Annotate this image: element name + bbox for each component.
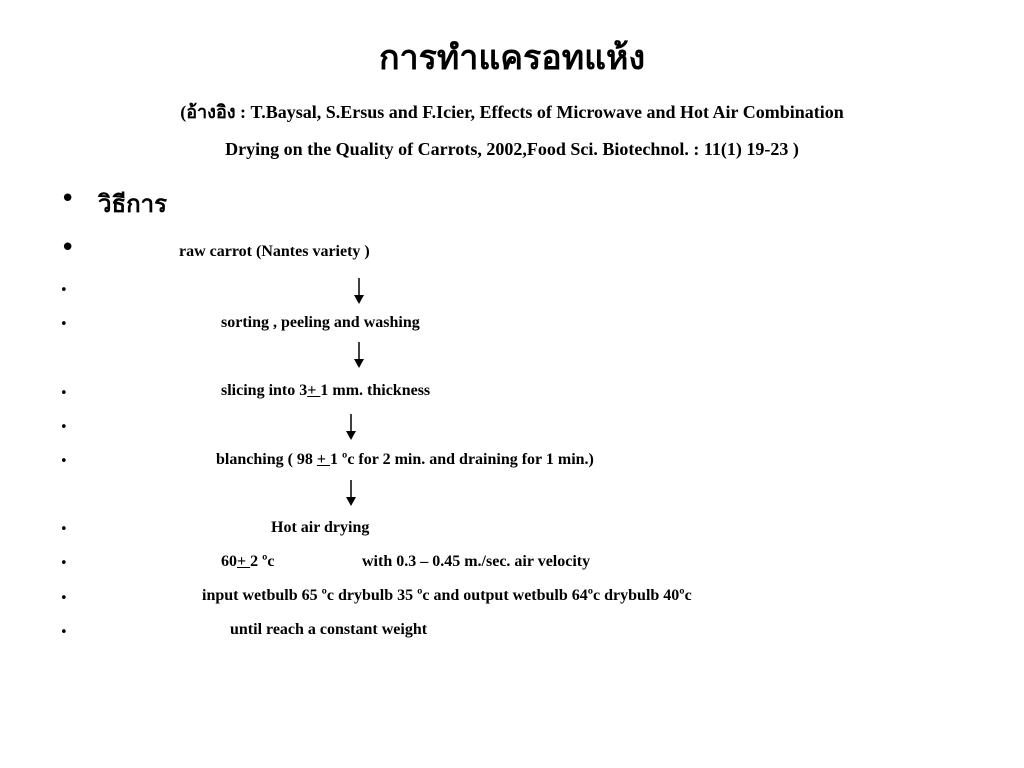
bullet-small: • (60, 454, 68, 469)
step-sorting: sorting , peeling and washing (221, 314, 420, 331)
reference-line-1: (อ้างอิง : T.Baysal, S.Ersus and F.Icier, Effects of Microwave and Hot Air Combination (180, 102, 844, 122)
bullet-small: • (60, 522, 68, 537)
step-raw-carrot: raw carrot (Nantes variety ) (179, 243, 370, 260)
bullet-large: • (60, 233, 76, 263)
down-arrow-icon (352, 342, 366, 368)
step-slicing: slicing into 3+ 1 mm. thickness (221, 382, 431, 399)
method-heading: วิธีการ (98, 189, 168, 218)
reference-line-2: Drying on the Quality of Carrots, 2002,Food Sci. Biotechnol. : 11(1) 19-23 ) (225, 139, 799, 159)
step-hot-air-drying: Hot air drying (271, 519, 370, 536)
bullet-small: • (60, 317, 68, 332)
step-blanching: blanching ( 98 + 1 ºc for 2 min. and draining for 1 min.) (216, 451, 594, 468)
step-air-velocity: with 0.3 – 0.45 m./sec. air velocity (362, 553, 591, 570)
down-arrow-icon (344, 414, 358, 440)
bullet-small: • (60, 591, 68, 606)
step-until-constant-weight: until reach a constant weight (230, 621, 428, 638)
slide-title: การทำแครอทแห้ง (378, 38, 646, 78)
step-temperature: 60+ 2 ºc (221, 553, 275, 570)
step-input-output: input wetbulb 65 ºc drybulb 35 ºc and output wetbulb 64ºc drybulb 40ºc (202, 587, 692, 604)
down-arrow-icon (352, 278, 366, 304)
bullet-small: • (60, 625, 68, 640)
bullet-small: • (60, 283, 68, 298)
bullet-large: • (60, 184, 76, 214)
down-arrow-icon (344, 480, 358, 506)
bullet-small: • (60, 386, 68, 401)
bullet-small: • (60, 420, 68, 435)
bullet-small: • (60, 556, 68, 571)
